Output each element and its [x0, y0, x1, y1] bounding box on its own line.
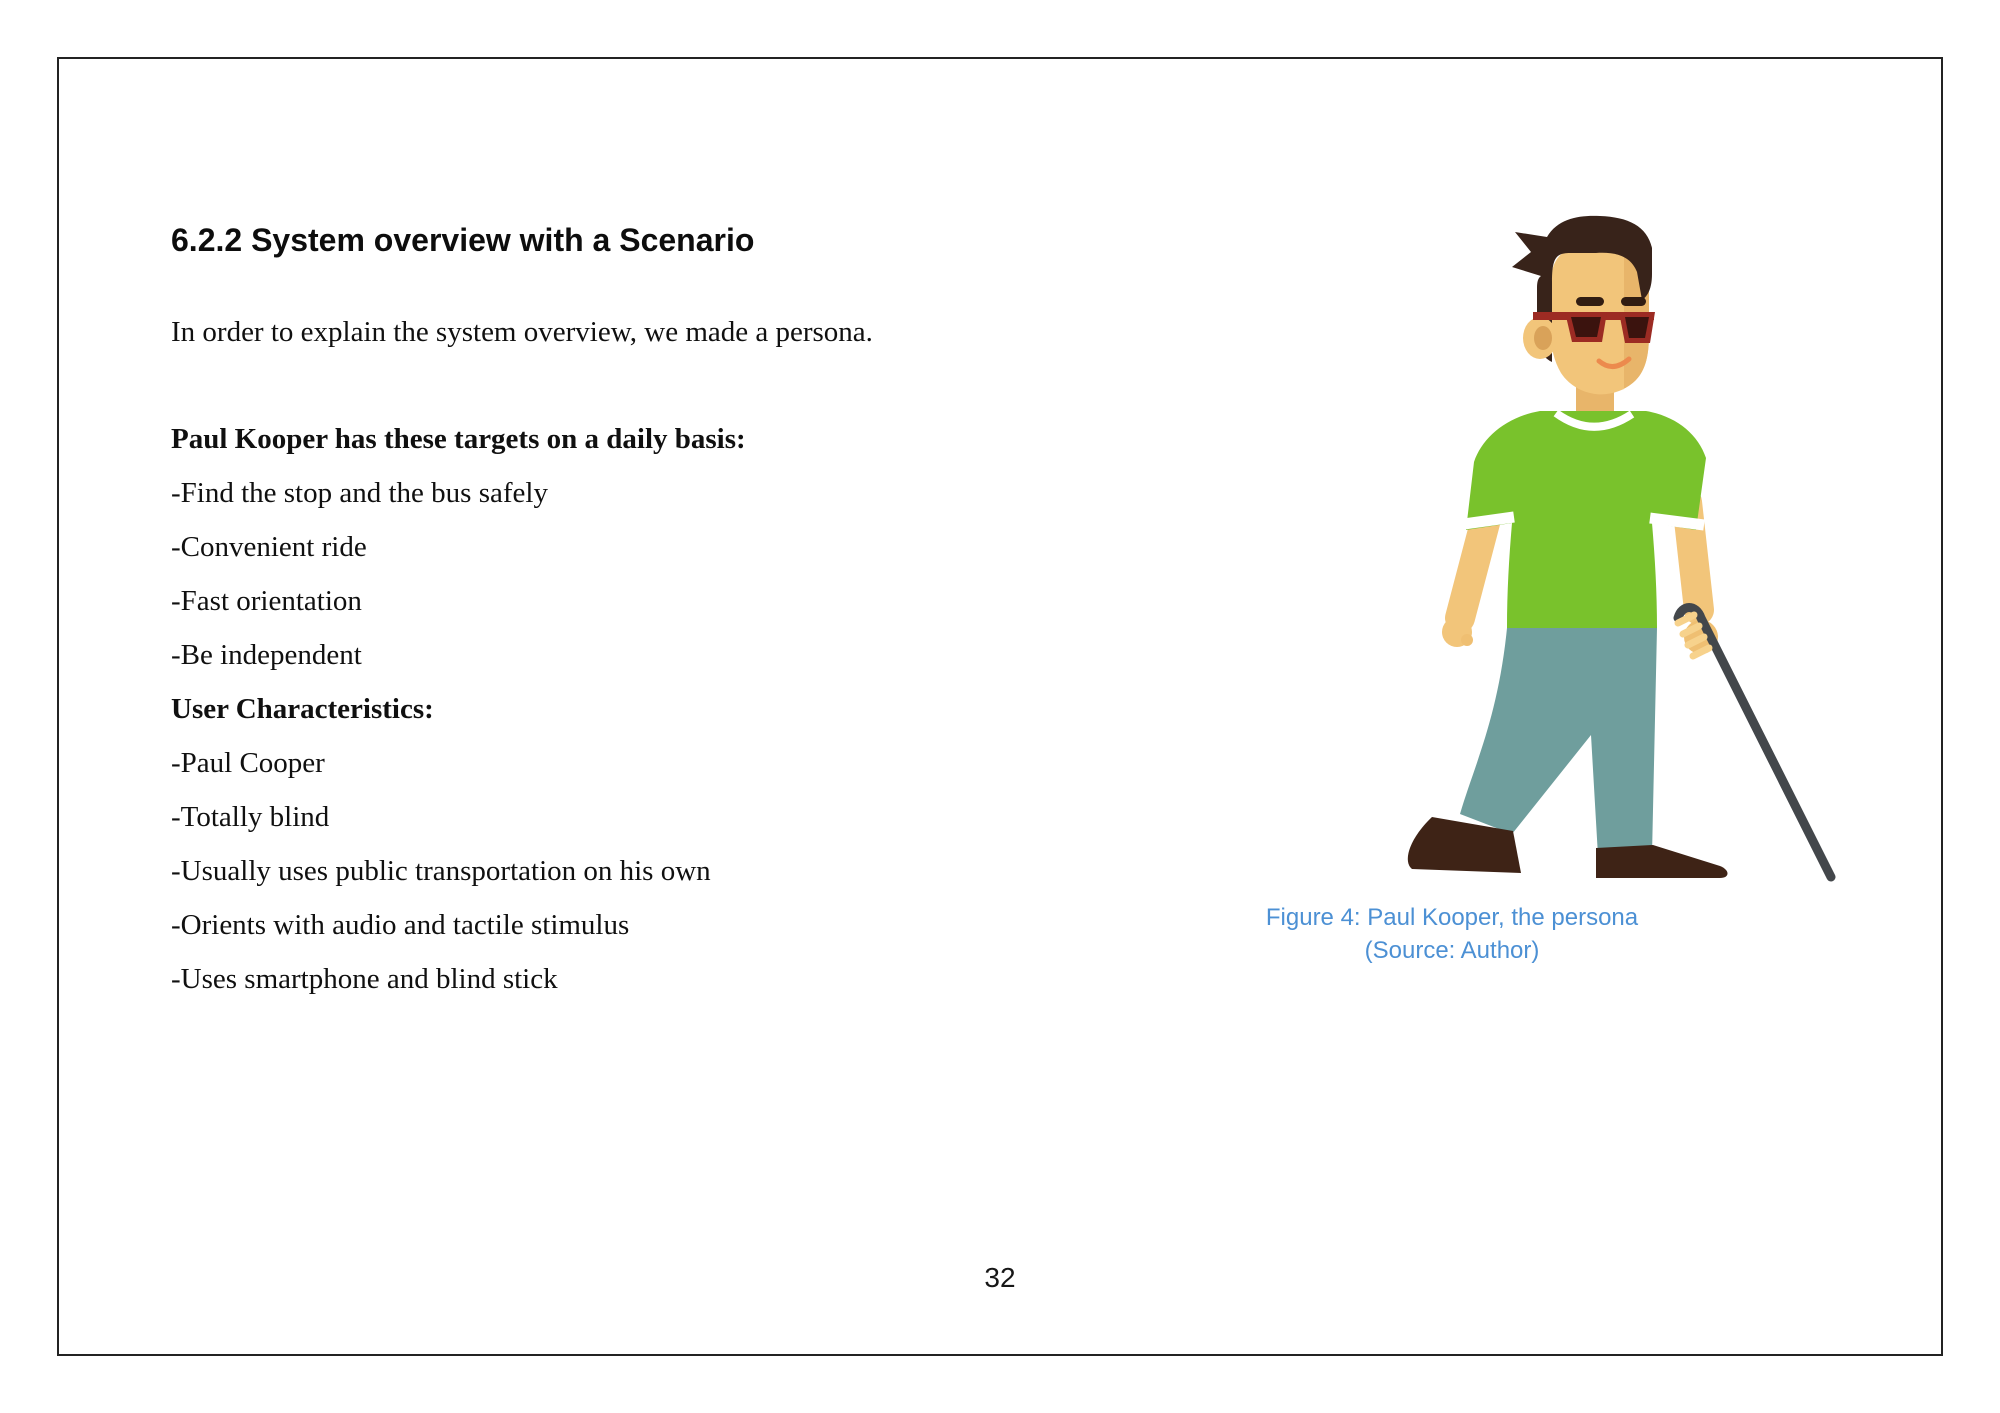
sleeve-trim-right	[1650, 518, 1704, 525]
characteristic-item: -Uses smartphone and blind stick	[171, 963, 558, 995]
characteristic-item: -Usually uses public transportation on his own	[171, 855, 711, 887]
target-item: -Find the stop and the bus safely	[171, 477, 548, 509]
figure-caption	[1252, 901, 1652, 967]
characteristic-item: -Paul Cooper	[171, 747, 325, 779]
persona-figure	[1400, 210, 1850, 890]
section-heading: 6.2.2 System overview with a Scenario	[171, 222, 755, 258]
right-shoe	[1596, 845, 1728, 878]
sleeve-trim-left	[1464, 517, 1514, 524]
caption-line-1: Figure 4: Paul Kooper, the persona	[1265, 904, 1639, 931]
person-pants	[1460, 628, 1657, 856]
eyebrow-right	[1621, 297, 1646, 306]
caption-line-2: (Source: Author)	[1364, 937, 1540, 964]
target-item: -Convenient ride	[171, 531, 367, 563]
person-shirt	[1464, 411, 1706, 628]
persona-lists	[171, 412, 746, 1006]
eyebrow-left	[1576, 297, 1604, 306]
targets-title: Paul Kooper has these targets on a daily basis:	[171, 423, 746, 455]
persona-illustration	[1400, 210, 1850, 890]
target-item: -Fast orientation	[171, 585, 362, 617]
person-right-hand	[1678, 608, 1831, 878]
characteristic-item: -Orients with audio and tactile stimulus	[171, 909, 630, 941]
ear-inner	[1534, 326, 1552, 350]
page-number: 32	[984, 1262, 1016, 1293]
left-thumb	[1461, 634, 1473, 646]
target-item: -Be independent	[171, 639, 362, 671]
glasses-lens-left	[1571, 317, 1601, 337]
characteristics-title: User Characteristics:	[171, 693, 434, 725]
characteristic-item: -Totally blind	[171, 801, 330, 833]
glasses-lens-right	[1625, 317, 1649, 338]
person-head	[1512, 216, 1655, 395]
intro-paragraph: In order to explain the system overview, we made a persona.	[171, 316, 873, 348]
